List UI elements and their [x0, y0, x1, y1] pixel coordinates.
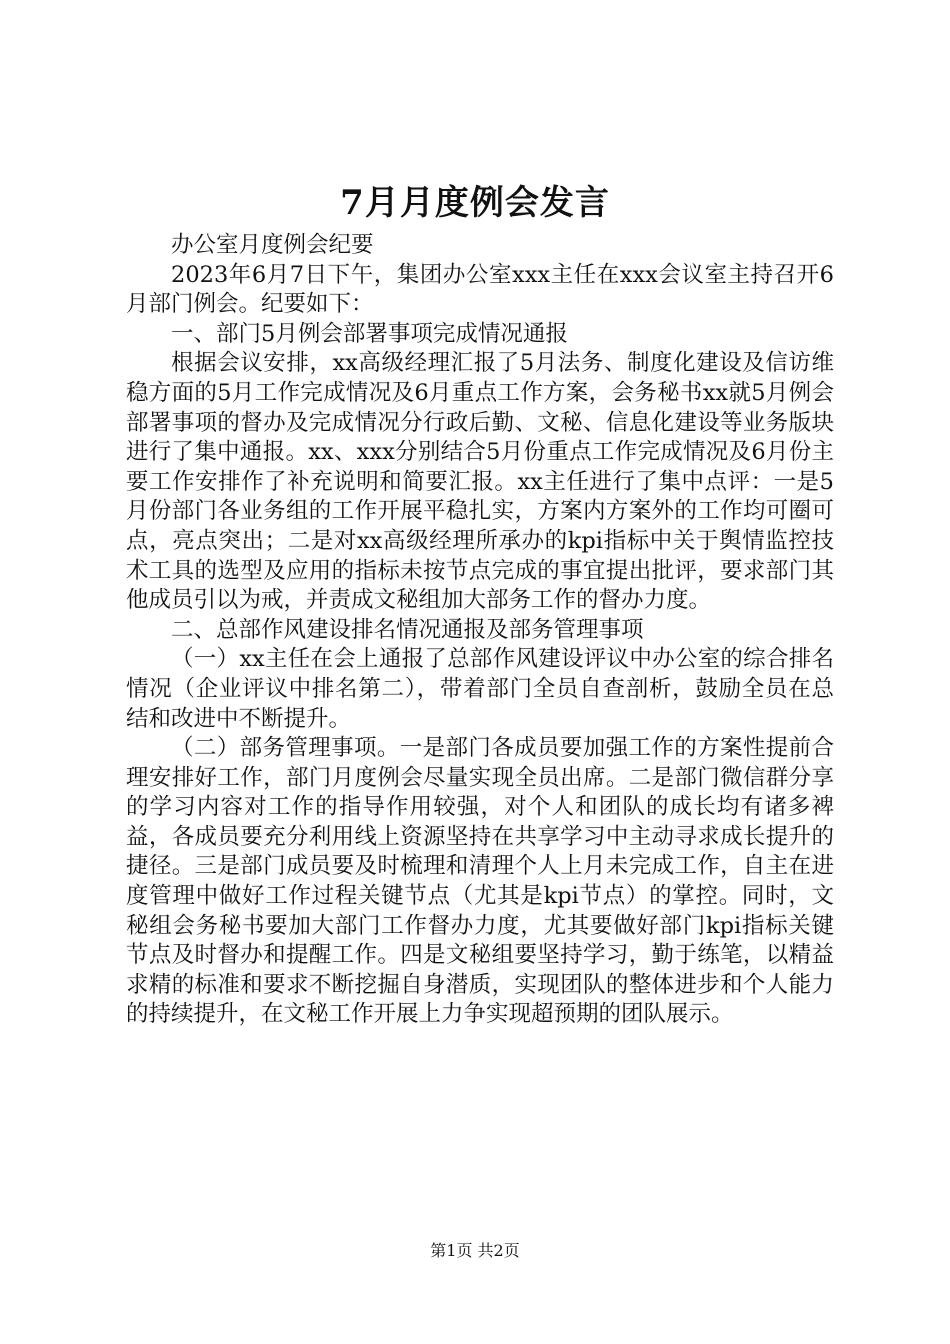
- paragraph-subtitle: 办公室月度例会纪要: [171, 232, 374, 258]
- page-number-footer: 第1页 共2页: [430, 1241, 520, 1260]
- paragraph-intro: 2023年6月7日下午，集团办公室xxx主任在xxx会议室主持召开6月部门例会。纪要如下：: [126, 261, 834, 318]
- section-heading-1: 一、部门5月例会部署事项完成情况通报: [171, 320, 568, 347]
- section-heading-2: 二、总部作风建设排名情况通报及部务管理事项: [171, 616, 644, 643]
- document-body: [126, 231, 834, 1030]
- document-title: 7月月度例会发言: [340, 183, 610, 223]
- paragraph-item-1: （一）xx主任在会上通报了总部作风建设评议中办公室的综合排名情况（企业评议中排名第二），带着部门全员自查剖析，鼓励全员在总结和改进中不断提升。: [126, 646, 834, 732]
- paragraph-item-2: （二）部务管理事项。一是部门各成员要加强工作的方案性提前合理安排好工作，部门月度例会尽量实现全员出席。二是部门微信群分享的学习内容对工作的指导作用较强，对个人和团队的成长均有诸多裨益，各成员要充分利用线上资源坚持在共享学习中主动寻求成长提升的捷径。三是部门成员要及时梳理和清理个人上月未完成工作，自主在进度管理中做好工作过程关键节点（尤其是kpi节点）的掌控。同时，文秘组会务秘书要加大部门工作督办力度，尤其要做好部门kpi指标关键节点及时督办和提醒工作。四是文秘组要坚持学习，勤于练笔，以精益求精的标准和要求不断挖掘自身潜质，实现团队的整体进步和个人能力的持续提升，在文秘工作开展上力争实现超预期的团队展示。: [126, 735, 834, 1028]
- paragraph-section-1: 根据会议安排，xx高级经理汇报了5月法务、制度化建设及信访维稳方面的5月工作完成情况及6月重点工作方案，会务秘书xx就5月例会部署事项的督办及完成情况分行政后勤、文秘、信息化建设等业务版块进行了集中通报。xx、xxx分别结合5月份重点工作完成情况及6月份主要工作安排作了补充说明和简要汇报。xx主任进行了集中点评：一是5月份部门各业务组的工作开展平稳扎实，方案内方案外的工作均可圈可点，亮点突出；二是对xx高级经理所承办的kpi指标中关于舆情监控技术工具的选型及应用的指标未按节点完成的事宜提出批评，要求部门其他成员引以为戒，并责成文秘组加大部务工作的督办力度。: [126, 350, 834, 614]
